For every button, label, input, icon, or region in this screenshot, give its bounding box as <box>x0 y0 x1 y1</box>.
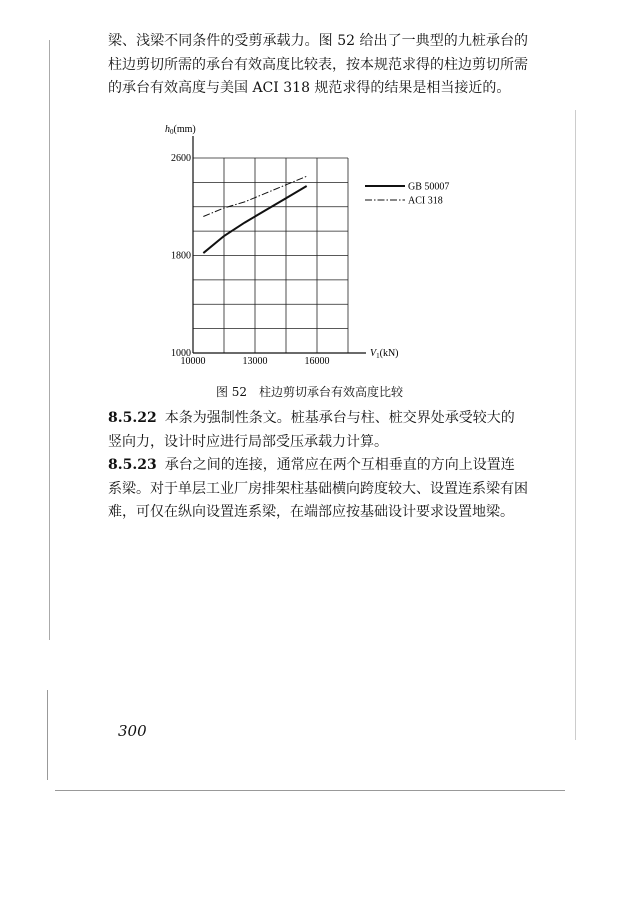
x-tick-label: 16000 <box>304 356 330 367</box>
legend-label: GB 50007 <box>408 181 450 193</box>
intro-paragraph: 梁、浅梁不同条件的受剪承载力。图 52 给出了一典型的九桩承台的柱边剪切所需的承台有效高度比较表，按本规范求得的柱边剪切所需的承台有效高度与美国 ACI 318 规范求得的结果是相当接近的。 <box>108 33 528 96</box>
y-tick-label: 1000 <box>171 348 191 359</box>
chart-axes <box>193 136 366 353</box>
scan-bottom-line <box>55 790 565 791</box>
clause-8-5-23 <box>108 454 528 525</box>
chart-legend <box>365 182 449 207</box>
y-tick-label: 2600 <box>171 153 191 164</box>
scan-edge-line <box>49 40 50 640</box>
chart-tick-labels <box>171 153 330 367</box>
x-tick-label: 10000 <box>180 356 206 367</box>
x-tick-label: 13000 <box>242 356 268 367</box>
x-axis-label: $V_1(kN)$ <box>370 348 399 360</box>
clause-number: 8.5.23 <box>108 457 157 473</box>
chart-grid <box>193 158 348 353</box>
legend-label: ACI 318 <box>408 195 443 207</box>
y-axis-label: $h_0(mm)$ <box>165 124 196 136</box>
clause-number: 8.5.22 <box>108 410 157 426</box>
clause-text: 本条为强制性条文。桩基承台与柱、桩交界处承受较大的竖向力，设计时应进行局部受压承载力计算。 <box>108 410 515 450</box>
scan-edge-line <box>575 110 576 740</box>
shear-depth-chart <box>155 118 485 373</box>
chart-axis-labels <box>165 124 399 360</box>
scan-edge-line <box>47 690 48 780</box>
clause-text: 承台之间的连接，通常应在两个互相垂直的方向上设置连系梁。对于单层工业厂房排架柱基础横向跨度较大、设置连系梁有困难，可仅在纵向设置连系梁，在端部应按基础设计要求设置地梁。 <box>108 457 528 520</box>
figure-caption: 图 52 柱边剪切承台有效高度比较 <box>215 385 404 399</box>
y-tick-label: 1800 <box>171 250 191 262</box>
page-number: 300 <box>118 722 147 740</box>
clause-8-5-22 <box>108 407 528 454</box>
